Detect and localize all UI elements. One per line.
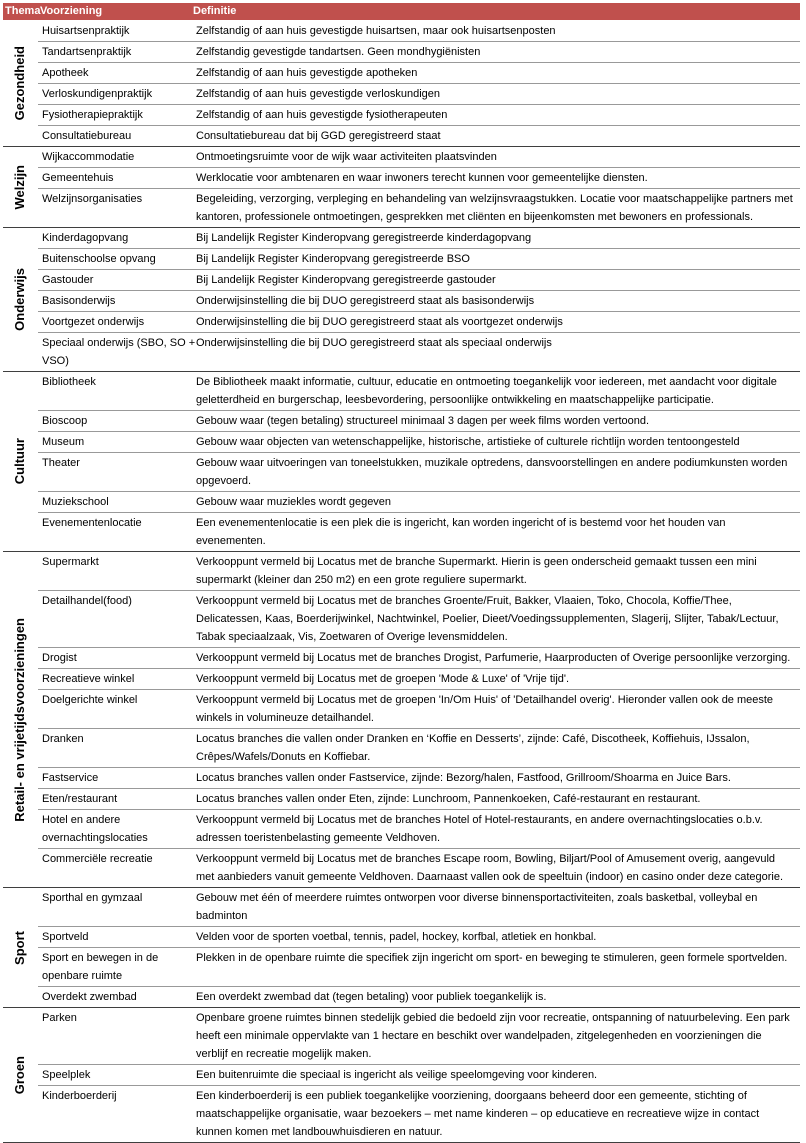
table-row — [38, 168, 800, 189]
table-row — [38, 789, 800, 810]
table-body — [3, 21, 800, 1143]
definitie-cell: Consultatiebureau dat bij GGD geregistreerd staat — [196, 130, 441, 142]
table-row — [38, 84, 800, 105]
definitie-cell: Velden voor de sporten voetbal, tennis, padel, hockey, korfbal, atletiek en honkbal. — [196, 931, 597, 943]
table-row — [38, 42, 800, 63]
theme-label: Retail- en vrijetijdsvoorzieningen — [11, 617, 27, 822]
theme-label-cell — [3, 147, 35, 227]
table-row — [38, 948, 800, 987]
table-row — [38, 1086, 800, 1142]
header-definitie: Definitie — [193, 5, 237, 17]
table-row — [38, 228, 800, 249]
definitie-cell: Onderwijsinstelling die bij DUO geregistreerd staat als voortgezet onderwijs — [196, 316, 563, 328]
table-row — [38, 249, 800, 270]
definitie-cell: Verkooppunt vermeld bij Locatus met de groepen 'Mode & Luxe' of 'Vrije tijd'. — [196, 673, 570, 685]
definitie-cell: Verkooppunt vermeld bij Locatus met de branches Drogist, Parfumerie, Haarproducten of Overige persoonlijke verzorging. — [196, 652, 791, 664]
table-row — [38, 1065, 800, 1086]
table-row — [38, 126, 800, 146]
voorziening-cell: Fastservice — [42, 772, 99, 784]
definitie-cell: Onderwijsinstelling die bij DUO geregistreerd staat als speciaal onderwijs — [196, 337, 552, 349]
table-row — [38, 729, 800, 768]
definitie-cell: Ontmoetingsruimte voor de wijk waar activiteiten plaatsvinden — [196, 151, 497, 163]
table-row — [38, 888, 800, 927]
voorziening-cell: Consultatiebureau — [42, 130, 132, 142]
theme-label: Onderwijs — [11, 268, 27, 331]
definitie-cell: Zelfstandig of aan huis gevestigde verloskundigen — [196, 88, 440, 100]
theme-group — [3, 888, 800, 1008]
definitie-cell: Locatus branches vallen onder Eten, zijnde: Lunchroom, Pannenkoeken, Café-restaurant en restaurant. — [196, 793, 701, 805]
table-row — [38, 333, 800, 371]
definitie-cell: Zelfstandig of aan huis gevestigde fysiotherapeuten — [196, 109, 448, 121]
theme-group — [3, 552, 800, 888]
theme-label-cell — [3, 552, 35, 887]
definitie-cell: Begeleiding, verzorging, verpleging en behandeling van welzijnsvraagstukken. Locatie voor maatschappelijke partners met kantoren, professionele ontmoetingen, gesprekken met cliënten en bijeenkomsten met bewoners en professionals. — [196, 193, 793, 223]
definitie-cell: Zelfstandig of aan huis gevestigde apotheken — [196, 67, 418, 79]
voorziening-cell: Parken — [42, 1012, 77, 1024]
definitie-cell: Een overdekt zwembad dat (tegen betaling) voor publiek toegankelijk is. — [196, 991, 547, 1003]
voorziening-cell: Drogist — [42, 652, 77, 664]
table-row — [38, 411, 800, 432]
definitie-cell: Locatus branches die vallen onder Dranken en ‘Koffie en Desserts’, zijnde: Café, Discotheek, Koffiehuis, IJssalon, Crêpes/Wafels/Donuts en Koffiebar. — [196, 733, 750, 763]
theme-label: Welzijn — [11, 164, 27, 210]
table-row — [38, 810, 800, 849]
definitie-cell: Locatus branches vallen onder Fastservice, zijnde: Bezorg/halen, Fastfood, Grillroom/Shoarma en Juice Bars. — [196, 772, 731, 784]
theme-label: Sport — [11, 930, 27, 965]
theme-label-cell — [3, 1008, 35, 1142]
definitie-cell: Zelfstandig of aan huis gevestigde huisartsen, maar ook huisartsenposten — [196, 25, 556, 37]
header-thema: Thema — [5, 5, 41, 17]
definitie-cell: Gebouw met één of meerdere ruimtes ontworpen voor diverse binnensportactiviteiten, zoals basketbal, volleybal en badminton — [196, 892, 758, 922]
definitie-cell: Onderwijsinstelling die bij DUO geregistreerd staat als basisonderwijs — [196, 295, 535, 307]
theme-label-cell — [3, 372, 35, 551]
theme-label-cell — [3, 21, 35, 146]
definitie-cell: Een kinderboerderij is een publiek toegankelijke voorziening, doorgaans beheerd door een gemeente, stichting of maatschappelijke organisatie, waar bezoekers – met name kinderen – op educatieve en recreatieve wijze in contact kunnen komen met landbouwhuisdieren en natuur. — [196, 1090, 760, 1138]
voorziening-cell: Fysiotherapiepraktijk — [42, 109, 143, 121]
voorziening-cell: Sporthal en gymzaal — [42, 892, 143, 904]
voorziening-cell: Verloskundigenpraktijk — [42, 88, 153, 100]
theme-group — [3, 21, 800, 147]
table-row — [38, 432, 800, 453]
table-row — [38, 492, 800, 513]
table-row — [38, 372, 800, 411]
definitie-cell: Verkooppunt vermeld bij Locatus met de branches Groente/Fruit, Bakker, Vlaaien, Toko, Chocola, Koffie/Thee, Delicatessen, Kaas, Boerderijwinkel, Nachtwinkel, Poelier, Dieet/Voedingssupplementen, Slagerij, Slijter, Tabak/Lectuur, Tabak speciaalzaak, Vis, Zoetwaren of Overige levensmiddelen. — [196, 595, 779, 643]
voorziening-cell: Dranken — [42, 733, 84, 745]
voorziening-cell: Detailhandel(food) — [42, 595, 132, 607]
voorziening-cell: Muziekschool — [42, 496, 109, 508]
voorziening-cell: Apotheek — [42, 67, 89, 79]
voorziening-cell: Theater — [42, 457, 80, 469]
voorziening-cell: Bibliotheek — [42, 376, 96, 388]
voorziening-cell: Buitenschoolse opvang — [42, 253, 156, 265]
theme-group — [3, 147, 800, 228]
voorziening-cell: Speelplek — [42, 1069, 91, 1081]
voorziening-cell: Evenementenlocatie — [42, 517, 142, 529]
definitie-cell: Bij Landelijk Register Kinderopvang geregistreerde gastouder — [196, 274, 496, 286]
definitie-cell: Verkooppunt vermeld bij Locatus met de branches Escape room, Bowling, Biljart/Pool of Amusement overig, aangevuld met aanbieders vanuit gemeente Veldhoven. Daarnaast vallen ook de speeltuin (indoor) en casino onder deze categorie. — [196, 853, 784, 883]
voorziening-cell: Hotel en andere overnachtingslocaties — [42, 814, 148, 844]
definitie-cell: Gebouw waar uitvoeringen van toneelstukken, muzikale optredens, dansvoorstellingen en andere podiumkunsten worden opgevoerd. — [196, 457, 788, 487]
table-row — [38, 147, 800, 168]
header-voorziening: Voorziening — [40, 5, 103, 17]
table-row — [38, 513, 800, 551]
definitie-cell: Een buitenruimte die speciaal is ingericht als veilige speelomgeving voor kinderen. — [196, 1069, 598, 1081]
voorziening-cell: Museum — [42, 436, 85, 448]
table-row — [38, 291, 800, 312]
table-row — [38, 591, 800, 648]
table-row — [38, 270, 800, 291]
voorziening-cell: Overdekt zwembad — [42, 991, 137, 1003]
definitie-cell: Verkooppunt vermeld bij Locatus met de branche Supermarkt. Hierin is geen onderscheid gemaakt tussen een mini supermarkt (kleiner dan 250 m2) en een grote reguliere supermarkt. — [196, 556, 757, 586]
voorziening-cell: Voortgezet onderwijs — [42, 316, 145, 328]
table-row — [38, 768, 800, 789]
voorziening-cell: Wijkaccommodatie — [42, 151, 135, 163]
definitie-cell: Zelfstandig gevestigde tandartsen. Geen mondhygiënisten — [196, 46, 481, 58]
definitie-cell: Bij Landelijk Register Kinderopvang geregistreerde BSO — [196, 253, 470, 265]
definitie-cell: Verkooppunt vermeld bij Locatus met de groepen 'In/Om Huis' of 'Detailhandel overig'. Hieronder vallen ook de meeste winkels in volumineuze detailhandel. — [196, 694, 774, 724]
theme-label-cell — [3, 228, 35, 371]
definitie-cell: Plekken in de openbare ruimte die specifiek zijn ingericht om sport- en beweging te stimuleren, geen formele sportvelden. — [196, 952, 788, 964]
table-row — [38, 987, 800, 1007]
definitie-cell: Openbare groene ruimtes binnen stedelijk gebied die bedoeld zijn voor recreatie, ontspanning of natuurbeleving. Een park heeft een minimale oppervlakte van 1 hectare en beschikt over wandelpaden, zitgelegenheden en voorzieningen die verblijf en recreatie mogelijk maken. — [196, 1012, 790, 1060]
table-row — [38, 669, 800, 690]
definitie-cell: Gebouw waar objecten van wetenschappelijke, historische, artistieke of culturele richtlijn worden tentoongesteld — [196, 436, 740, 448]
theme-label: Groen — [11, 1055, 27, 1095]
voorziening-cell: Supermarkt — [42, 556, 99, 568]
table-row — [38, 105, 800, 126]
voorziening-cell: Recreatieve winkel — [42, 673, 135, 685]
voorziening-cell: Commerciële recreatie — [42, 853, 153, 865]
table-row — [38, 189, 800, 227]
definitie-cell: Gebouw waar (tegen betaling) structureel minimaal 3 dagen per week films worden vertoond. — [196, 415, 650, 427]
definitie-cell: Een evenementenlocatie is een plek die is ingericht, kan worden ingericht of is bestemd voor het houden van evenementen. — [196, 517, 726, 547]
theme-label: Cultuur — [11, 438, 27, 485]
theme-label: Gezondheid — [11, 46, 27, 121]
voorziening-cell: Welzijnsorganisaties — [42, 193, 143, 205]
table-header — [3, 3, 800, 20]
voorziening-cell: Basisonderwijs — [42, 295, 116, 307]
voorziening-cell: Eten/restaurant — [42, 793, 118, 805]
voorziening-cell: Kinderboerderij — [42, 1090, 117, 1102]
definitie-cell: Werklocatie voor ambtenaren en waar inwoners terecht kunnen voor gemeentelijke diensten. — [196, 172, 648, 184]
table-row — [38, 927, 800, 948]
definitie-cell: De Bibliotheek maakt informatie, cultuur, educatie en ontmoeting toegankelijk voor iedereen, met aandacht voor digitale geletterdheid en burgerschap, leesbevordering, persoonlijke ontwikkeling en maatschappelijke participatie. — [196, 376, 777, 406]
theme-label-cell — [3, 888, 35, 1007]
voorziening-cell: Bioscoop — [42, 415, 88, 427]
table-row — [38, 849, 800, 887]
table-row — [38, 21, 800, 42]
table-row — [38, 690, 800, 729]
voorziening-cell: Doelgerichte winkel — [42, 694, 138, 706]
table-row — [38, 312, 800, 333]
table-row — [38, 453, 800, 492]
voorziening-cell: Gastouder — [42, 274, 94, 286]
table-row — [38, 1008, 800, 1065]
theme-group — [3, 228, 800, 372]
definitie-cell: Gebouw waar muziekles wordt gegeven — [196, 496, 392, 508]
voorziening-cell: Sport en bewegen in de openbare ruimte — [42, 952, 159, 982]
voorziening-cell: Tandartsenpraktijk — [42, 46, 132, 58]
voorziening-cell: Huisartsenpraktijk — [42, 25, 130, 37]
theme-group — [3, 372, 800, 552]
table-row — [38, 63, 800, 84]
voorziening-cell: Speciaal onderwijs (SBO, SO + VSO) — [42, 337, 196, 367]
definitie-cell: Verkooppunt vermeld bij Locatus met de branches Hotel of Hotel-restaurants, en andere overnachtingslocaties o.b.v. adressen toeristenbelasting gemeente Veldhoven. — [196, 814, 763, 844]
voorziening-cell: Gemeentehuis — [42, 172, 114, 184]
table-row — [38, 552, 800, 591]
voorziening-cell: Kinderdagopvang — [42, 232, 129, 244]
definitie-cell: Bij Landelijk Register Kinderopvang geregistreerde kinderdagopvang — [196, 232, 532, 244]
table-row — [38, 648, 800, 669]
voorziening-cell: Sportveld — [42, 931, 89, 943]
